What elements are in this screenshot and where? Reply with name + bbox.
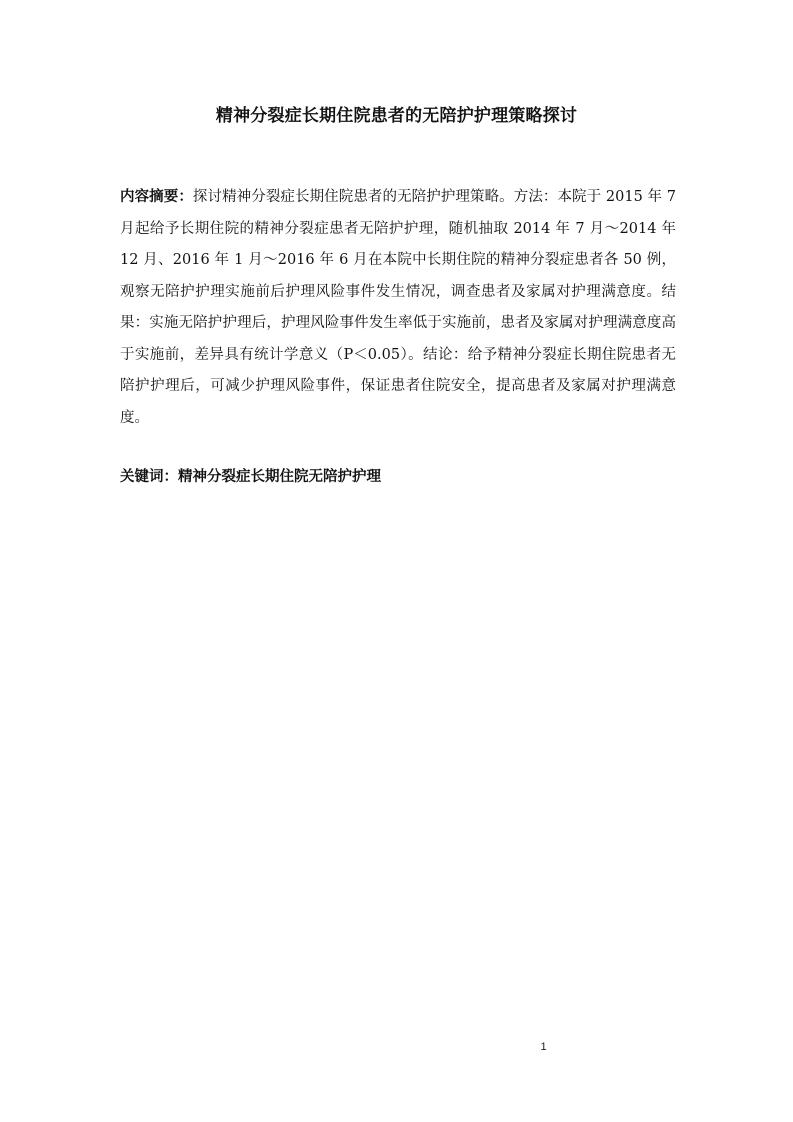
keywords-line (120, 463, 676, 491)
abstract-paragraph (120, 181, 676, 434)
keywords-text: 精神分裂症长期住院无陪护护理 (178, 468, 381, 485)
page-number: 1 (540, 1041, 547, 1053)
abstract-label: 内容摘要： (120, 188, 193, 205)
abstract-text: 探讨精神分裂症长期住院患者的无陪护护理策略。方法：本院于 2015 年 7 月起给予长期住院的精神分裂症患者无陪护护理，随机抽取 2014 年 7 月～2014 年 12 月、2016 年 1 月～2016 年 6 月在本院中长期住院的精神分裂症患者各 50 例，观察无陪护护理实施前后护理风险事件发生情况，调查患者及家属对护理满意度。结果：实施无陪护护理后，护理风险事件发生率低于实施前，患者及家属对护理满意度高于实施前，差异具有统计学意义（P＜0.05）。结论：给予精神分裂症长期住院患者无陪护护理后，可减少护理风险事件，保证患者住院安全，提高患者及家属对护理满意度。 (120, 189, 677, 426)
keywords-label: 关键词： (120, 468, 178, 485)
document-title: 精神分裂症长期住院患者的无陪护护理策略探讨 (215, 106, 578, 126)
